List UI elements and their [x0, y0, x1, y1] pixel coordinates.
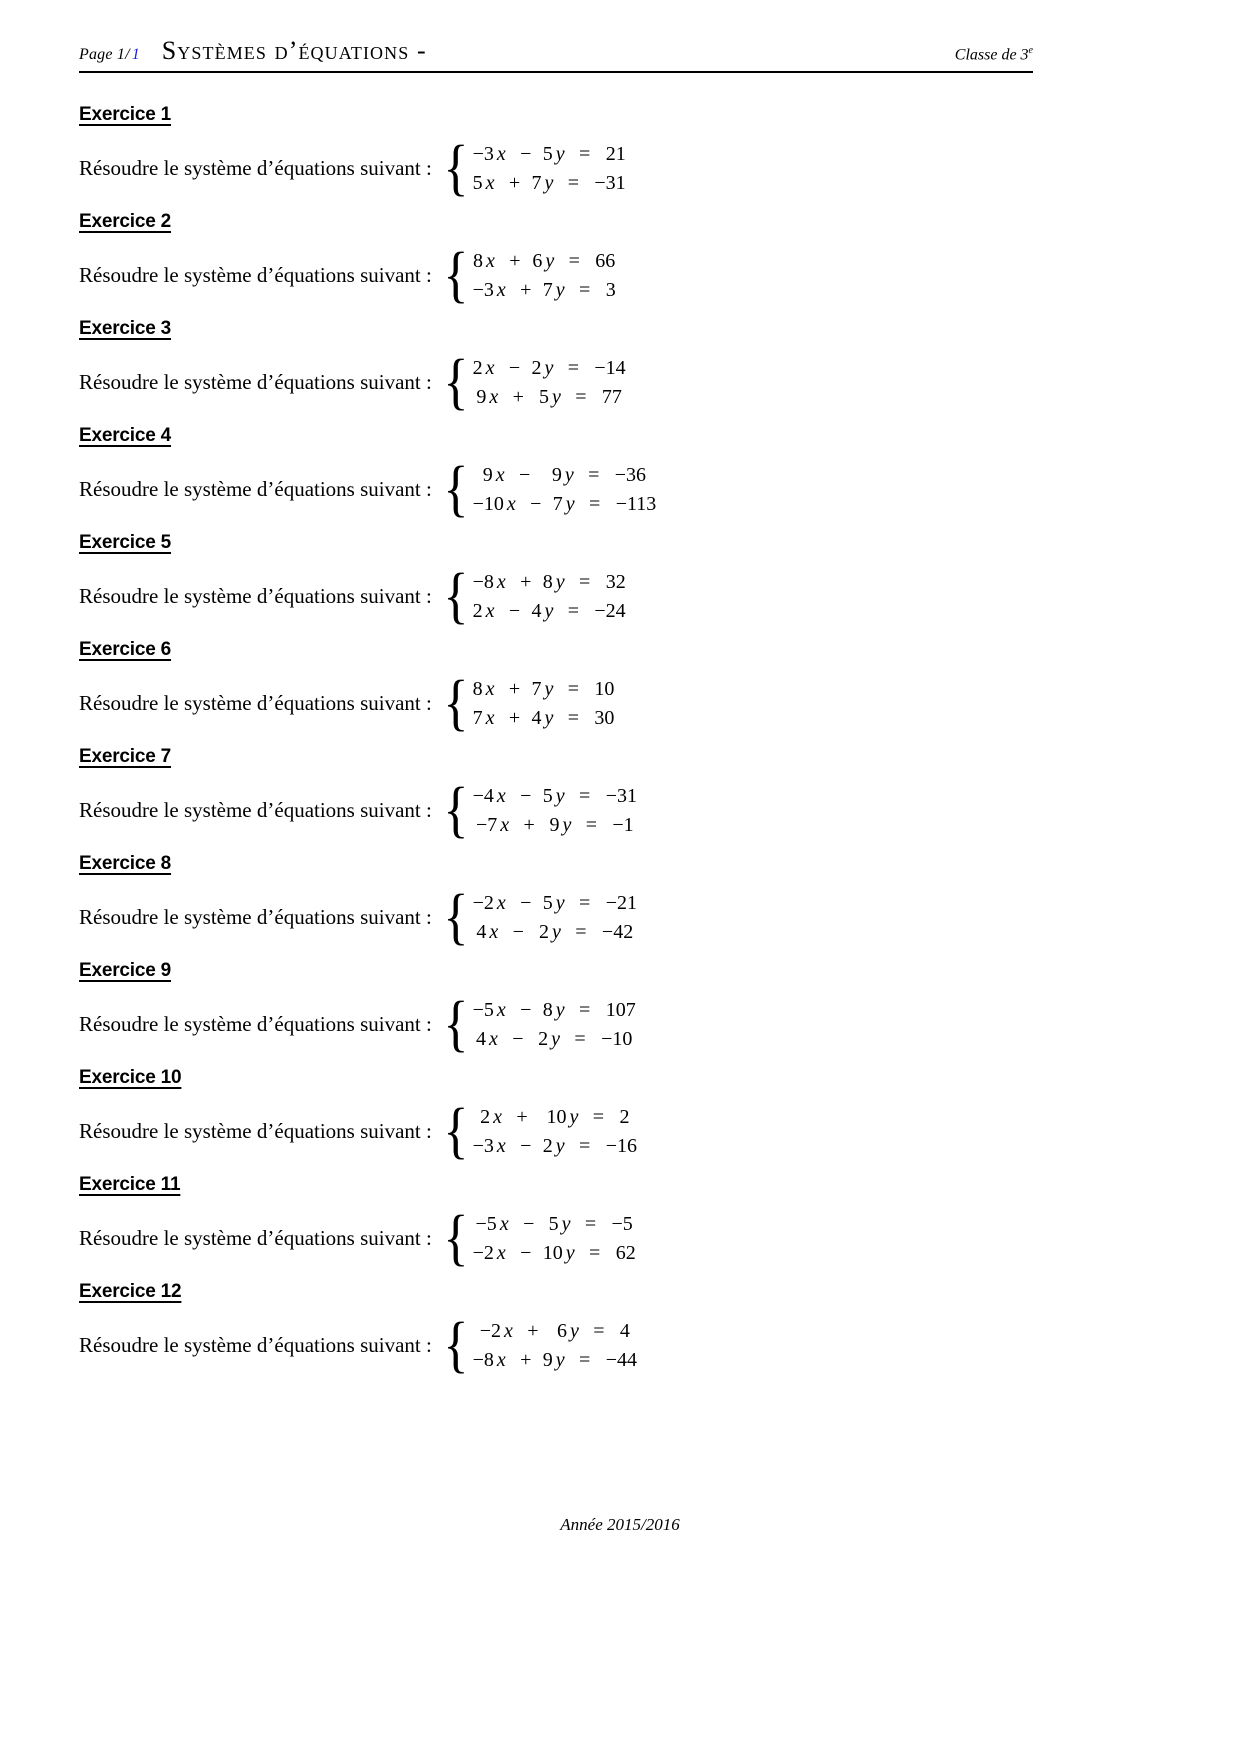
equation-term-x: −3 x: [472, 278, 506, 301]
equation-rhs: 3: [605, 278, 616, 301]
equation-row: [473, 704, 615, 732]
equation-rhs: 66: [595, 250, 616, 273]
left-brace-icon: {: [443, 134, 469, 202]
equals-sign: =: [589, 1241, 601, 1264]
equals-sign: =: [585, 813, 597, 836]
equation-row: [473, 169, 626, 197]
class-label-superscript: e: [1028, 44, 1033, 56]
exercise-body: [79, 669, 1089, 738]
equation-lines: [473, 354, 626, 411]
exercise-block: [79, 1281, 1089, 1380]
equation-operator: +: [512, 385, 524, 408]
left-brace-icon: {: [443, 776, 469, 845]
exercise-title: Exercice 8: [79, 853, 172, 875]
equation-row: [473, 1317, 637, 1345]
equation-row: [473, 675, 615, 703]
exercise-block: [79, 425, 1089, 524]
equation-rhs: −1: [612, 813, 634, 836]
exercise-prompt: Résoudre le système d’équations suivant :: [79, 370, 432, 395]
left-brace-icon: {: [443, 241, 469, 310]
exercise-title: Exercice 6: [79, 639, 172, 661]
exercise-body: [79, 1097, 1089, 1166]
equals-sign: =: [568, 250, 580, 273]
equation-rhs: 77: [601, 385, 622, 408]
equals-sign: =: [579, 278, 591, 301]
equation-operator: −: [520, 143, 532, 166]
equation-term-x: 4 x: [475, 1027, 498, 1050]
class-label-text: Classe de 3: [954, 46, 1029, 63]
equation-term-y: 10 y: [546, 1106, 579, 1129]
equation-term-y: 8 y: [542, 571, 565, 594]
equation-operator: −: [523, 1213, 535, 1236]
exercise-prompt: Résoudre le système d’équations suivant :: [79, 1333, 432, 1358]
equation-row: [473, 1025, 636, 1053]
exercise-prompt: Résoudre le système d’équations suivant :: [79, 155, 432, 180]
equation-rhs: 10: [594, 678, 615, 701]
equation-row: [473, 247, 616, 275]
equation-operator: −: [512, 920, 524, 943]
equation-rhs: 107: [605, 999, 636, 1022]
equation-row: [473, 918, 637, 946]
equation-rhs: 21: [605, 143, 626, 166]
equation-term-y: 2 y: [538, 1027, 561, 1050]
equation-term-x: −2 x: [472, 1241, 506, 1264]
left-brace-icon: {: [443, 348, 469, 417]
exercise-prompt: Résoudre le système d’équations suivant :: [79, 905, 432, 930]
equals-sign: =: [579, 785, 591, 808]
equation-operator: −: [519, 464, 531, 487]
equation-operator: +: [509, 250, 521, 273]
equation-operator: −: [520, 999, 532, 1022]
equation-rhs: −14: [594, 357, 626, 380]
equation-term-y: 5 y: [542, 892, 565, 915]
equation-term-x: 9 x: [476, 385, 499, 408]
exercise-prompt: Résoudre le système d’équations suivant :: [79, 1012, 432, 1037]
equation-rhs: −10: [601, 1027, 633, 1050]
equation-rhs: −31: [605, 785, 637, 808]
exercise-block: [79, 211, 1089, 310]
equation-lines: [473, 889, 637, 946]
equation-term-y: 6 y: [532, 250, 555, 273]
equation-term-y: 7 y: [531, 678, 554, 701]
exercise-prompt: Résoudre le système d’équations suivant :: [79, 584, 432, 609]
equation-term-x: −7 x: [475, 813, 510, 836]
equation-operator: +: [520, 278, 532, 301]
equals-sign: =: [579, 143, 591, 166]
page-total-label: 1: [131, 46, 140, 63]
left-brace-icon: {: [443, 455, 469, 524]
exercise-body: [79, 134, 1089, 202]
equation-term-y: 9 y: [542, 1348, 565, 1371]
equals-sign: =: [567, 678, 580, 701]
exercise-body: [79, 455, 1089, 524]
left-brace-icon: {: [443, 990, 469, 1059]
equation-system: [441, 455, 657, 524]
exercise-body: [79, 241, 1089, 310]
equation-term-y: 8 y: [542, 999, 565, 1022]
equation-row: [473, 490, 657, 518]
equation-term-y: 4 y: [531, 599, 554, 622]
equals-sign: =: [574, 1027, 586, 1050]
equation-lines: [473, 1317, 637, 1374]
equation-rhs: 30: [594, 706, 615, 729]
equation-term-x: 5 x: [472, 171, 495, 194]
equation-term-y: 2 y: [542, 1134, 565, 1157]
equation-rhs: −24: [594, 599, 626, 622]
equation-term-x: 2 x: [472, 357, 495, 380]
equation-system: [441, 562, 626, 631]
equation-term-x: 2 x: [480, 1106, 503, 1129]
left-brace-icon: {: [443, 1097, 469, 1166]
equation-lines: [473, 1210, 636, 1267]
equation-lines: [473, 568, 626, 625]
equation-operator: +: [508, 171, 521, 194]
equation-term-y: 7 y: [542, 278, 565, 301]
equation-term-x: −3 x: [472, 143, 506, 166]
header-row: [79, 36, 1033, 66]
equation-lines: [473, 461, 657, 518]
exercise-block: [79, 1067, 1089, 1166]
equation-system: [441, 990, 636, 1059]
equation-term-y: 9 y: [549, 813, 572, 836]
equation-operator: +: [508, 706, 521, 729]
left-brace-icon: {: [443, 883, 469, 952]
equation-rhs: 62: [615, 1241, 636, 1264]
equation-term-y: 7 y: [531, 171, 554, 194]
exercise-body: [79, 883, 1089, 952]
equals-sign: =: [575, 920, 587, 943]
equals-sign: =: [579, 1348, 591, 1371]
equation-operator: −: [520, 1241, 532, 1264]
equals-sign: =: [579, 1134, 591, 1157]
equation-term-y: 2 y: [531, 357, 554, 380]
equation-row: [473, 1132, 637, 1160]
equation-row: [473, 996, 636, 1024]
exercise-prompt: Résoudre le système d’équations suivant :: [79, 477, 432, 502]
equation-rhs: −16: [605, 1134, 637, 1157]
equals-sign: =: [592, 1106, 605, 1129]
equation-rhs: −36: [614, 464, 647, 487]
equation-row: [473, 383, 626, 411]
exercise-body: [79, 1311, 1089, 1380]
equation-operator: +: [523, 813, 535, 836]
equation-system: [441, 241, 616, 310]
class-label: [955, 45, 1033, 64]
equation-operator: +: [520, 1348, 532, 1371]
equation-row: [473, 811, 637, 839]
equation-row: [473, 276, 616, 304]
equation-row: [473, 597, 626, 625]
exercise-body: [79, 348, 1089, 417]
equation-term-y: 2 y: [539, 920, 561, 943]
equals-sign: =: [567, 357, 580, 380]
equation-term-x: −2 x: [479, 1320, 513, 1343]
equation-term-y: 10 y: [542, 1241, 575, 1264]
equation-term-y: 7 y: [552, 492, 575, 515]
equation-operator: −: [508, 357, 521, 380]
equation-row: [473, 354, 626, 382]
equation-term-x: −4 x: [472, 785, 506, 808]
equation-operator: −: [512, 1027, 524, 1050]
equation-row: [473, 1346, 637, 1374]
equation-lines: [473, 675, 615, 732]
equation-row: [473, 1103, 637, 1131]
equation-row: [473, 461, 657, 489]
equation-term-x: 4 x: [476, 920, 499, 943]
equation-rhs: −21: [605, 892, 637, 915]
equation-term-y: 9 y: [551, 464, 574, 487]
exercise-block: [79, 104, 1089, 202]
equation-term-x: −10 x: [472, 492, 516, 515]
equation-rhs: 2: [619, 1106, 630, 1129]
equation-operator: +: [527, 1320, 539, 1343]
equation-lines: [473, 782, 637, 839]
equation-operator: −: [520, 1134, 532, 1157]
page-footer: Année 2015/2016: [560, 1515, 680, 1534]
equation-rhs: −113: [615, 492, 657, 515]
equation-system: [441, 348, 626, 417]
equation-system: [441, 1204, 636, 1273]
equation-system: [441, 776, 637, 845]
page-title: Systèmes d’équations -: [161, 36, 427, 65]
equation-term-x: −2 x: [472, 892, 506, 915]
exercise-block: [79, 1174, 1089, 1273]
equation-system: [441, 1311, 637, 1380]
equation-row: [473, 140, 626, 168]
equals-sign: =: [579, 892, 591, 915]
left-brace-icon: {: [443, 562, 469, 631]
equation-term-x: 7 x: [472, 706, 495, 729]
equation-operator: +: [520, 571, 532, 594]
equals-sign: =: [575, 385, 587, 408]
exercise-prompt: Résoudre le système d’équations suivant :: [79, 1226, 432, 1251]
equation-row: [473, 1239, 636, 1267]
equation-operator: −: [530, 492, 542, 515]
exercise-block: [79, 532, 1089, 631]
exercise-title: Exercice 1: [79, 104, 172, 125]
equation-rhs: −5: [611, 1213, 633, 1236]
equation-rhs: −44: [605, 1348, 637, 1371]
equation-term-y: 5 y: [542, 785, 565, 808]
equation-rhs: −42: [601, 920, 634, 943]
left-brace-icon: {: [443, 669, 469, 738]
exercise-block: [79, 639, 1089, 738]
equals-sign: =: [589, 492, 601, 515]
exercise-block: [79, 746, 1089, 845]
equation-system: [441, 1097, 637, 1166]
equation-system: [441, 669, 615, 738]
equation-row: [473, 568, 626, 596]
equation-operator: +: [508, 678, 521, 701]
exercise-title: Exercice 9: [79, 960, 172, 982]
equation-row: [473, 889, 637, 917]
equation-term-x: 8 x: [473, 250, 495, 273]
equation-term-y: 4 y: [531, 706, 554, 729]
exercise-prompt: Résoudre le système d’équations suivant :: [79, 691, 432, 716]
exercise-title: Exercice 11: [79, 1174, 181, 1196]
equation-lines: [473, 247, 616, 304]
exercise-block: [79, 318, 1089, 417]
exercise-title: Exercice 10: [79, 1067, 182, 1089]
equation-lines: [473, 140, 626, 197]
equals-sign: =: [579, 571, 591, 594]
equation-rhs: 4: [619, 1320, 630, 1343]
exercise-title: Exercice 12: [79, 1281, 182, 1303]
equals-sign: =: [593, 1320, 605, 1343]
equation-lines: [473, 1103, 637, 1160]
exercise-body: [79, 562, 1089, 631]
equation-term-x: −8 x: [472, 1348, 506, 1371]
equals-sign: =: [567, 599, 580, 622]
equation-system: [441, 883, 637, 952]
equation-term-y: 5 y: [539, 385, 561, 408]
equation-rhs: −31: [594, 171, 626, 194]
equals-sign: =: [584, 1213, 597, 1236]
header-divider: [79, 71, 1033, 73]
exercise-block: [79, 853, 1089, 952]
equation-row: [473, 782, 637, 810]
equation-term-y: 5 y: [548, 1213, 571, 1236]
equation-term-x: 2 x: [472, 599, 495, 622]
page-number-label: Page 1/: [79, 46, 130, 63]
exercise-title: Exercice 7: [79, 746, 172, 768]
exercise-list: [79, 104, 1089, 1388]
equation-row: [473, 1210, 636, 1238]
exercise-body: [79, 776, 1089, 845]
equals-sign: =: [567, 171, 580, 194]
exercise-title: Exercice 3: [79, 318, 172, 340]
exercise-title: Exercice 2: [79, 211, 172, 233]
left-brace-icon: {: [443, 1311, 469, 1380]
equation-lines: [473, 996, 636, 1053]
equals-sign: =: [588, 464, 600, 487]
equation-operator: −: [520, 785, 532, 808]
equation-operator: −: [520, 892, 532, 915]
equation-rhs: 32: [605, 571, 626, 594]
equation-system: [441, 134, 626, 202]
equation-term-y: 6 y: [556, 1320, 579, 1343]
page-header: [79, 36, 1033, 66]
exercise-title: Exercice 5: [79, 532, 172, 554]
exercise-body: [79, 1204, 1089, 1273]
exercise-block: [79, 960, 1089, 1059]
exercise-prompt: Résoudre le système d’équations suivant :: [79, 798, 432, 823]
exercise-title: Exercice 4: [79, 425, 172, 447]
equals-sign: =: [567, 706, 580, 729]
equation-term-y: 5 y: [542, 143, 565, 166]
exercise-prompt: Résoudre le système d’équations suivant :: [79, 263, 432, 287]
equation-term-x: −3 x: [472, 1134, 506, 1157]
equation-operator: +: [516, 1106, 528, 1129]
equation-operator: −: [508, 599, 521, 622]
exercise-body: [79, 990, 1089, 1059]
equation-term-x: −5 x: [472, 999, 506, 1022]
equation-term-x: 9 x: [482, 464, 505, 487]
exercise-prompt: Résoudre le système d’équations suivant :: [79, 1119, 432, 1144]
equation-term-x: −8 x: [472, 571, 506, 594]
equation-term-x: 8 x: [472, 678, 495, 701]
equation-term-x: −5 x: [475, 1213, 509, 1236]
header-left-group: [79, 36, 427, 66]
left-brace-icon: {: [443, 1204, 469, 1273]
equals-sign: =: [579, 999, 591, 1022]
